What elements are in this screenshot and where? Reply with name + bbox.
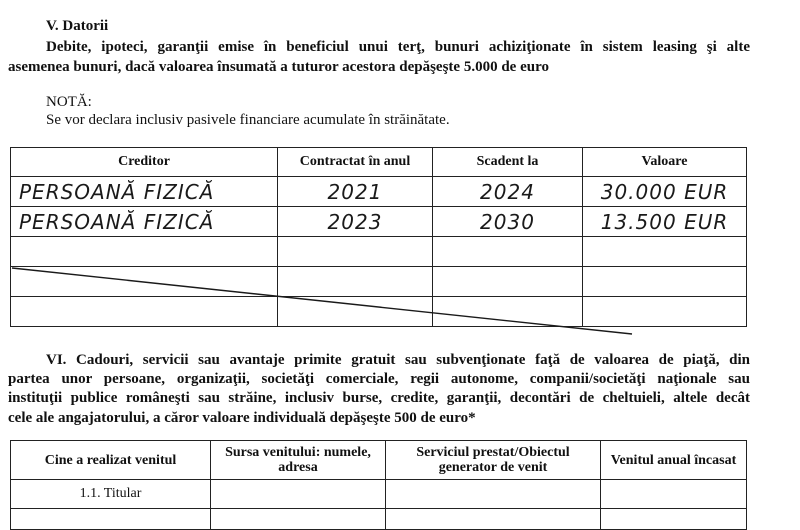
header-beneficiary: Cine a realizat venitul xyxy=(11,441,211,480)
header-service-object: Serviciul prestat/Obiectul generator de venit xyxy=(386,441,601,480)
due-date-cell: 2024 xyxy=(433,177,583,207)
due-date-cell: 2030 xyxy=(433,207,583,237)
section-vi-line3: instituţii publice româneşti sau străine, inclusiv burse, credite, garanţii, decontări de cheltuieli, altele decât xyxy=(8,390,750,406)
table-row-empty xyxy=(11,509,747,530)
header-annual-income: Venitul anual încasat xyxy=(601,441,747,480)
section-v-description-line2: asemenea bunuri, dacă valoarea însumată a tuturor acestora depăşeşte 5.000 de euro xyxy=(8,59,549,75)
note-text: Se vor declara inclusiv pasivele financiare acumulate în străinătate. xyxy=(46,112,450,128)
creditor-cell: PERSOANĂ FIZICĂ xyxy=(11,207,278,237)
table-row xyxy=(11,480,747,509)
titular-label: 1.1. Titular xyxy=(11,480,211,509)
header-value: Valoare xyxy=(583,148,747,177)
section-vi-line2: partea unor persoane, organizaţii, societăţi comerciale, regii autonome, companii/societăţi naţionale sau xyxy=(8,371,750,387)
contracted-year-cell: 2023 xyxy=(278,207,433,237)
contracted-year-cell: 2021 xyxy=(278,177,433,207)
creditor-cell: PERSOANĂ FIZICĂ xyxy=(11,177,278,207)
section-v-title: V. Datorii xyxy=(46,18,109,34)
header-creditor: Creditor xyxy=(11,148,278,177)
section-vi-line1: VI. Cadouri, servicii sau avantaje primite gratuit sau subvenţionate faţă de valoarea de piaţă, din xyxy=(46,352,750,368)
note-label: NOTĂ: xyxy=(46,94,92,110)
gifts-table xyxy=(10,440,747,530)
header-income-source: Sursa venitului: numele, adresa xyxy=(211,441,386,480)
header-due-date: Scadent la xyxy=(433,148,583,177)
gifts-table-header xyxy=(11,441,747,480)
section-vi-line4: cele ale angajatorului, a căror valoare individuală depăşeşte 500 de euro* xyxy=(8,410,476,426)
section-v-description-line1: Debite, ipoteci, garanţii emise în beneficiul unui terţ, bunuri achiziţionate în sistem leasing şi alte xyxy=(46,39,750,55)
value-cell: 13.500 EUR xyxy=(583,207,747,237)
value-cell: 30.000 EUR xyxy=(583,177,747,207)
header-contracted-year: Contractat în anul xyxy=(278,148,433,177)
